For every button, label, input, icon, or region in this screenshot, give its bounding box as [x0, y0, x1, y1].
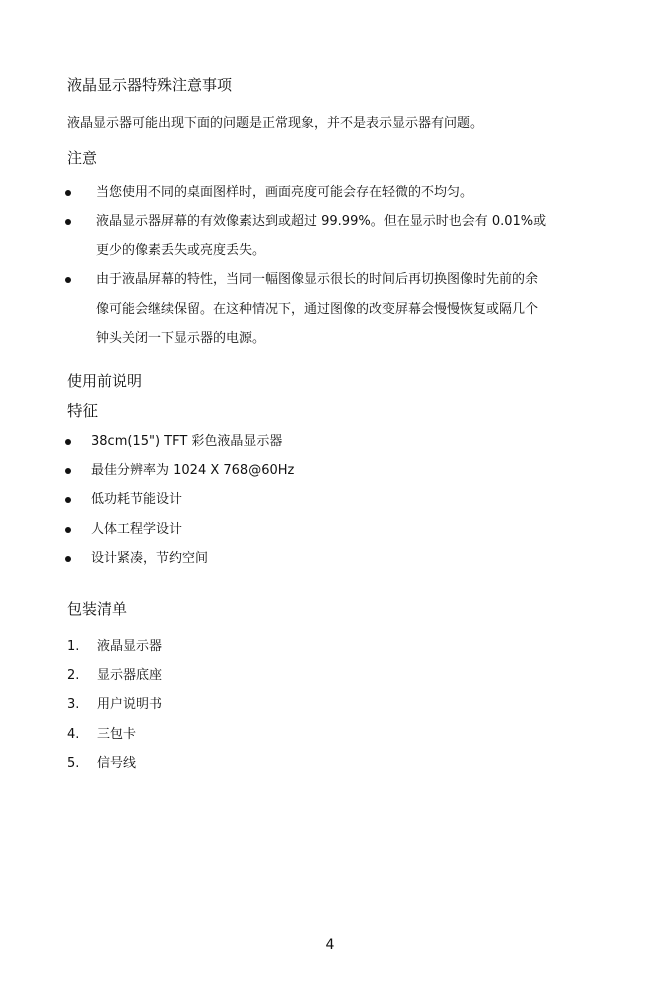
list-item	[0, 270, 660, 290]
list-item	[0, 212, 660, 232]
item-text: 显示器底座	[97, 668, 163, 683]
list-item-text: 当您使用不同的桌面图样时，画面亮度可能会存在轻微的不均匀。	[96, 185, 474, 200]
feature-text: 设计紧凑，节约空间	[91, 551, 209, 566]
intro-paragraph: 液晶显示器可能出现下面的问题是正常现象，并不是表示显示器有问题。	[67, 116, 484, 131]
package-item	[0, 725, 660, 745]
package-item	[0, 637, 660, 657]
bullet-icon	[65, 277, 71, 283]
item-number: 3.	[67, 697, 80, 712]
item-text: 液晶显示器	[97, 639, 163, 654]
bullet-icon	[65, 556, 71, 562]
feature-item	[0, 490, 660, 510]
item-number: 2.	[67, 668, 80, 683]
feature-item	[0, 549, 660, 569]
item-text: 用户说明书	[97, 697, 163, 712]
item-number: 5.	[67, 756, 80, 771]
package-item	[0, 695, 660, 715]
bullet-icon	[65, 497, 71, 503]
item-text: 信号线	[97, 756, 137, 771]
list-item-continuation: 更少的像素丢失或亮度丢失。	[96, 243, 266, 258]
list-item-continuation: 钟头关闭一下显示器的电源。	[96, 331, 266, 346]
section-title-before-use: 使用前说明	[67, 372, 143, 390]
item-number: 1.	[67, 639, 80, 654]
section-title-package-list: 包装清单	[67, 600, 128, 618]
list-item-text: 由于液晶屏幕的特性，当同一幅图像显示很长的时间后再切换图像时先前的余	[96, 272, 539, 287]
feature-item	[0, 432, 660, 452]
list-item-text: 液晶显示器屏幕的有效像素达到或超过 99.99%。但在显示时也会有 0.01%或	[96, 214, 547, 229]
list-item	[0, 183, 660, 203]
item-number: 4.	[67, 727, 80, 742]
feature-item	[0, 461, 660, 481]
bullet-icon	[65, 439, 71, 445]
package-item	[0, 754, 660, 774]
section-title-lcd-notes: 液晶显示器特殊注意事项	[67, 76, 233, 94]
bullet-icon	[65, 190, 71, 196]
bullet-icon	[65, 219, 71, 225]
bullet-icon	[65, 527, 71, 533]
page-number: 4	[325, 937, 335, 953]
item-text: 三包卡	[97, 727, 137, 742]
section-title-notice: 注意	[67, 149, 98, 167]
package-item	[0, 666, 660, 686]
feature-item	[0, 520, 660, 540]
features-title: 特征	[67, 402, 99, 420]
feature-text: 低功耗节能设计	[91, 492, 183, 507]
list-item-continuation: 像可能会继续保留。在这种情况下，通过图像的改变屏幕会慢慢恢复或隔几个	[96, 302, 539, 317]
bullet-icon	[65, 468, 71, 474]
feature-text: 人体工程学设计	[91, 522, 183, 537]
feature-text: 最佳分辨率为 1024 X 768@60Hz	[91, 463, 295, 478]
feature-text: 38cm(15") TFT 彩色液晶显示器	[91, 434, 283, 449]
